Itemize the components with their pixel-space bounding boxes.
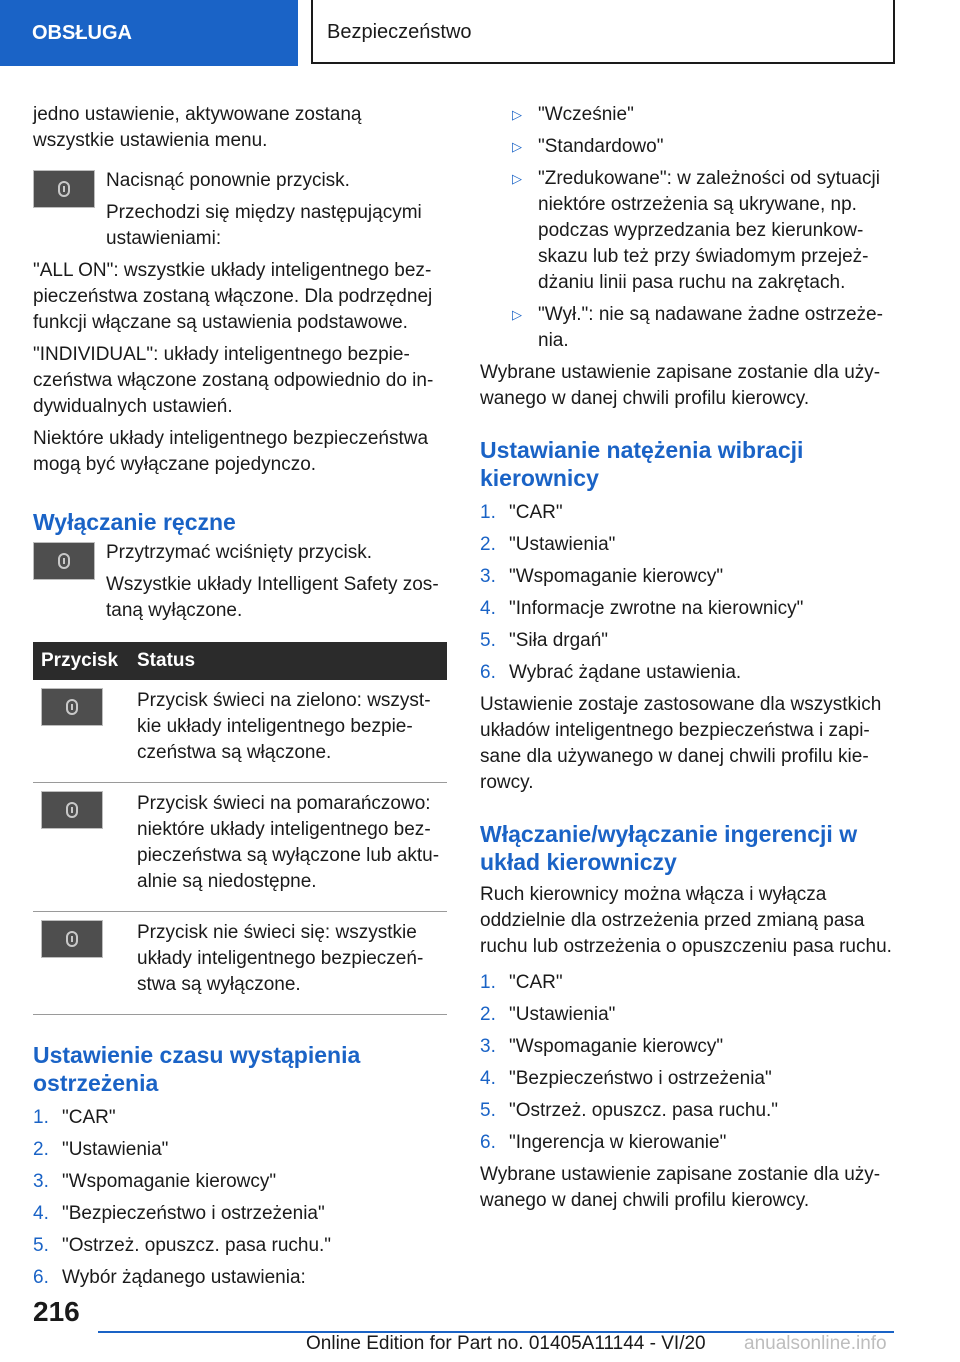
- list-item: 3. "Wspomaganie kierowcy": [480, 566, 724, 587]
- steering-heading: Włączanie/wyłączanie ingerencji w układ kierowniczy: [480, 821, 858, 875]
- table-row: [33, 783, 447, 912]
- individual-text: "INDIVIDUAL": układy inteligentnego bezpieczeństwa włączone zostaną odpowiednio do indywidualnych ustawień.: [33, 344, 434, 417]
- list-item: 1. "CAR": [33, 1107, 116, 1128]
- table-row: [33, 912, 447, 1015]
- intelligent-safety-button-image: [33, 542, 95, 580]
- vibration-heading: Ustawianie natężenia wibracji kierownicy: [480, 437, 804, 491]
- list-item: 6. "Ingerencja w kierowanie": [480, 1132, 727, 1153]
- status-text: Przycisk nie świeci się: wszystkie układy inteligentnego bezpieczeństwa są wyłączone.: [129, 912, 447, 1015]
- button-off-image: [41, 920, 103, 958]
- press-again-text: Nacisnąć ponownie przycisk.: [106, 170, 350, 191]
- list-item: 3. "Wspomaganie kierowcy": [33, 1171, 277, 1192]
- list-item: 6. Wybrać żądane ustawienia.: [480, 662, 742, 683]
- vibration-note: Ustawienie zostaje zastosowane dla wszystkich układów inteligentnego bezpieczeństwa i zapisane dla używanego w danej chwili profilu kierowcy.: [480, 694, 882, 793]
- list-item: 2. "Ustawienia": [33, 1139, 169, 1160]
- list-item: ▷ "Standardowo": [480, 134, 896, 160]
- list-item: 2. "Ustawienia": [480, 1004, 616, 1025]
- button-orange-image: [41, 791, 103, 829]
- page-header: [0, 0, 960, 66]
- list-item: 4. "Bezpieczeństwo i ostrzeżenia": [33, 1203, 325, 1224]
- safety-button-icon: [58, 181, 70, 197]
- safety-button-icon: [66, 931, 78, 947]
- vibration-steps: [480, 500, 896, 686]
- list-item: 6. Wybór żądanego ustawienia:: [33, 1267, 306, 1288]
- list-item: 5. "Ostrzeż. opuszcz. pasa ruchu.": [33, 1235, 332, 1256]
- watermark-text: anualsonline.info: [744, 1333, 887, 1354]
- triangle-bullet-icon: ▷: [512, 171, 522, 186]
- section-tab: OBSŁUGA: [0, 0, 298, 66]
- warning-options: [480, 102, 896, 354]
- list-item: 5. "Siła drgań": [480, 630, 609, 651]
- triangle-bullet-icon: ▷: [512, 307, 522, 322]
- list-item: 5. "Ostrzeż. opuszcz. pasa ruchu.": [480, 1100, 779, 1121]
- button-row-hold: [33, 540, 447, 624]
- warning-time-steps: [33, 1105, 447, 1291]
- manual-off-heading: Wyłączanie ręczne: [33, 509, 236, 535]
- all-off-text: Wszystkie układy Intelligent Safety zostaną wyłączone.: [106, 574, 439, 621]
- warning-time-heading: Ustawienie czasu wystąpienia ostrzeżenia: [33, 1042, 361, 1096]
- saved-note: Wybrane ustawienie zapisane zostanie dla używanego w danej chwili profilu kierowcy.: [480, 362, 881, 409]
- list-item: ▷ "Wcześnie": [480, 102, 896, 128]
- safety-button-icon: [66, 699, 78, 715]
- list-item: 1. "CAR": [480, 502, 563, 523]
- saved-note-2: Wybrane ustawienie zapisane zostanie dla używanego w danej chwili profilu kierowcy.: [480, 1164, 881, 1211]
- status-text: Przycisk świeci na zielono: wszystkie układy inteligentnego bezpieczeństwa są włączone.: [129, 680, 447, 783]
- table-header-button: Przycisk: [33, 642, 129, 680]
- status-text: Przycisk świeci na pomarańczowo: niektóre układy inteligentnego bezpieczeństwa są wyłączone lub aktualnie są niedostępne.: [129, 783, 447, 912]
- left-column: [33, 102, 447, 1297]
- intelligent-safety-button-image: [33, 170, 95, 208]
- triangle-bullet-icon: ▷: [512, 139, 522, 154]
- right-column: [480, 102, 896, 1220]
- list-item: 1. "CAR": [480, 972, 563, 993]
- intro-text: jedno ustawienie, aktywowane zostaną wszystkie ustawienia menu.: [33, 104, 362, 151]
- table-header-status: Status: [129, 642, 447, 680]
- safety-button-icon: [58, 553, 70, 569]
- chapter-tab: Bezpieczeństwo: [311, 0, 895, 64]
- button-green-image: [41, 688, 103, 726]
- safety-button-icon: [66, 802, 78, 818]
- list-item: ▷ "Zredukowane": w zależności od sytuacji niektóre ostrzeżenia są ukrywane, np. podczas wyprzedzania bez kierunkowskazu lub też przy świadomym przejeżdżaniu linii pasa ruchu na zakrętach.: [480, 166, 896, 296]
- steering-steps: [480, 970, 896, 1156]
- some-off-text: Niektóre układy inteligentnego bezpieczeństwa mogą być wyłączane pojedynczo.: [33, 428, 429, 475]
- button-row-press: [33, 168, 447, 252]
- list-item: 3. "Wspomaganie kierowcy": [480, 1036, 724, 1057]
- steering-intro: Ruch kierownicy można włącza i wyłącza oddzielnie dla ostrzeżenia przed zmianą pasa ruchu lub ostrzeżenia o opuszczeniu pasa ruchu.: [480, 884, 892, 957]
- page-number: 216: [33, 1296, 80, 1327]
- table-row: [33, 680, 447, 783]
- triangle-bullet-icon: ▷: [512, 107, 522, 122]
- list-item: 4. "Bezpieczeństwo i ostrzeżenia": [480, 1068, 772, 1089]
- all-on-text: "ALL ON": wszystkie układy inteligentnego bezpieczeństwa zostaną włączone. Dla podrzędnej funkcji włączane są ustawienia podstawowe.: [33, 260, 433, 333]
- list-item: 4. "Informacje zwrotne na kierownicy": [480, 598, 804, 619]
- cycles-text: Przechodzi się między następującymi ustawieniami:: [106, 202, 422, 249]
- list-item: ▷ "Wył.": nie są nadawane żadne ostrzeżenia.: [480, 302, 896, 354]
- list-item: 2. "Ustawienia": [480, 534, 616, 555]
- hold-text: Przytrzymać wciśnięty przycisk.: [106, 542, 373, 563]
- status-table: [33, 642, 447, 1015]
- edition-text: Online Edition for Part no. 01405A11144 - VI/20: [306, 1333, 706, 1354]
